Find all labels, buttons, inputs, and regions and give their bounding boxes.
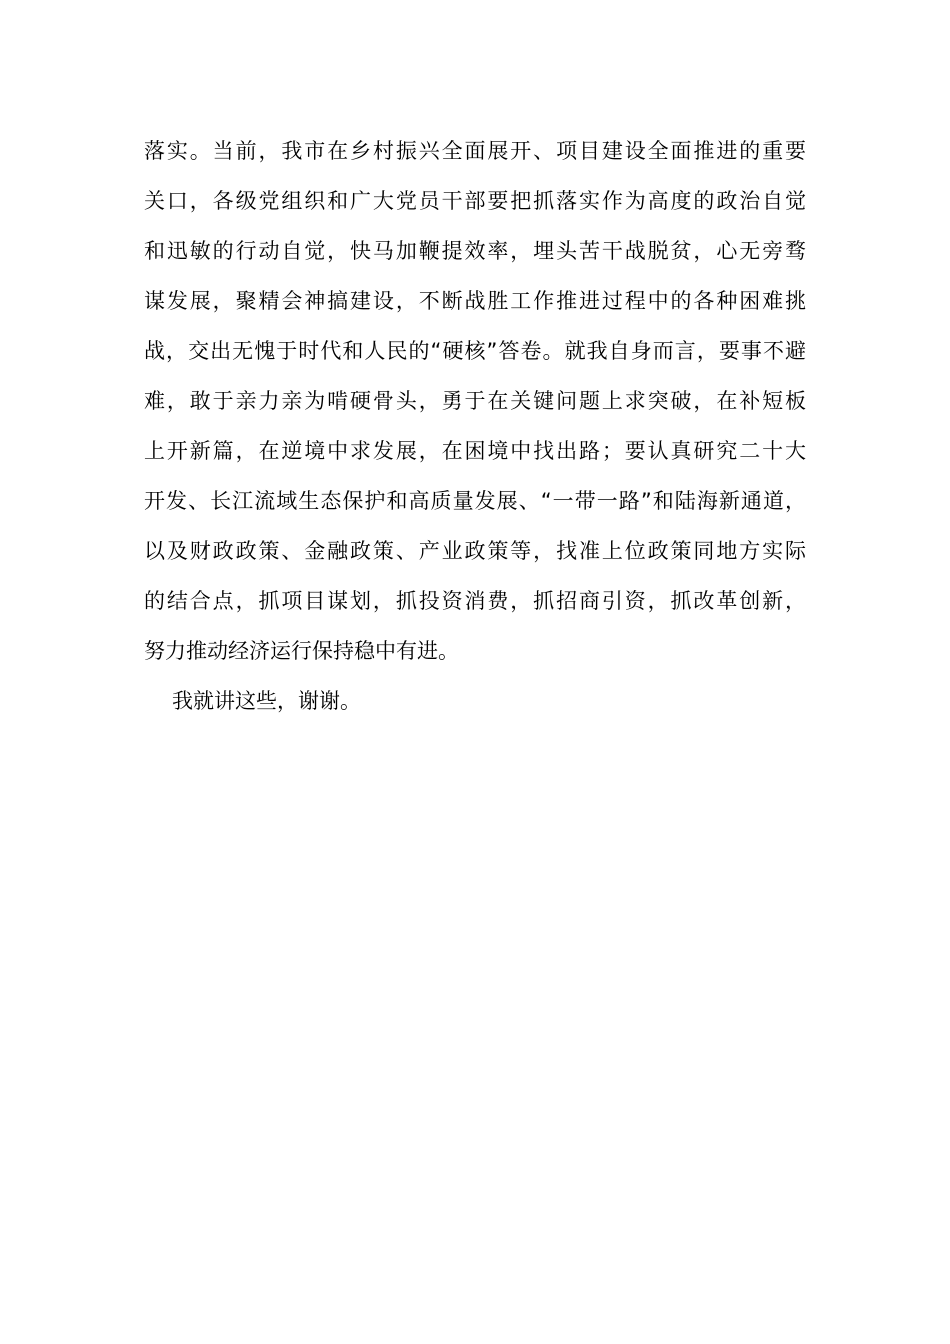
body-paragraph (144, 126, 806, 726)
paragraph-line-2: 关口，各级党组织和广大党员干部要把抓落实作为高度的政治自觉 (144, 189, 806, 213)
paragraph-line-7: 上开新篇，在逆境中求发展，在困境中找出路；要认真研究二十大 (144, 439, 806, 463)
paragraph-line-4: 谋发展，聚精会神搞建设，不断战胜工作推进过程中的各种困难挑 (144, 289, 806, 313)
paragraph-line-3: 和迅敏的行动自觉，快马加鞭提效率，埋头苦干战脱贫，心无旁骛 (144, 239, 806, 263)
closing-remark: 我就讲这些，谢谢。 (172, 689, 361, 713)
paragraph-line-5: 战，交出无愧于时代和人民的“硬核”答卷。就我自身而言，要事不避 (144, 339, 806, 363)
paragraph-line-10: 的结合点，抓项目谋划，抓投资消费，抓招商引资，抓改革创新， (144, 589, 806, 613)
paragraph-line-9: 以及财政政策、金融政策、产业政策等，找准上位政策同地方实际 (144, 539, 806, 563)
paragraph-line-6: 难，敢于亲力亲为啃硬骨头，勇于在关键问题上求突破，在补短板 (144, 389, 806, 413)
paragraph-line-11: 努力推动经济运行保持稳中有进。 (144, 639, 459, 663)
paragraph-line-8: 开发、长江流域生态保护和高质量发展、“一带一路”和陆海新通道， (144, 489, 806, 513)
paragraph-line-1: 落实。当前，我市在乡村振兴全面展开、项目建设全面推进的重要 (144, 139, 806, 163)
